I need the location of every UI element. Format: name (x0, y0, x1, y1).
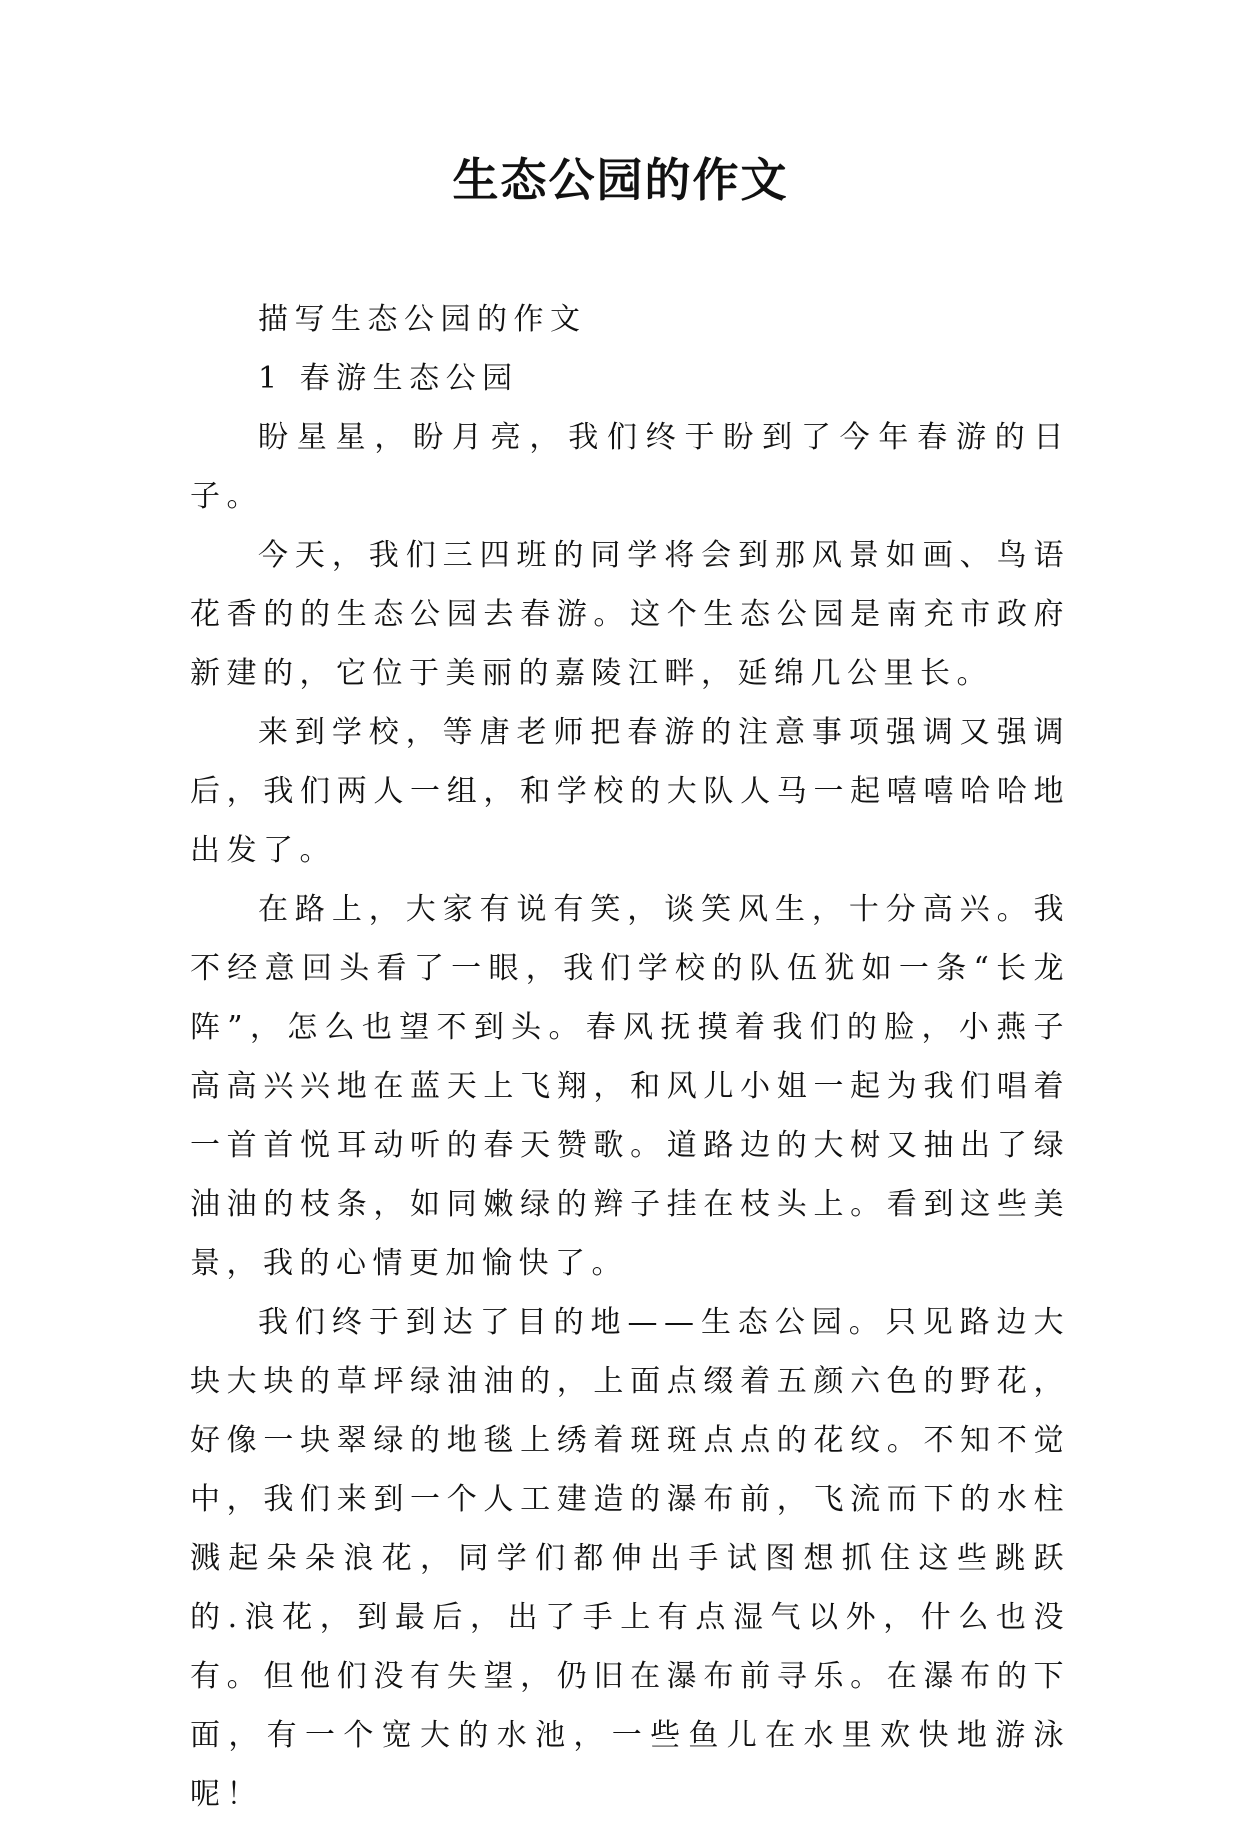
document-body (190, 290, 1070, 1824)
body-paragraph: 盼星星，盼月亮，我们终于盼到了今年春游的日子。 (190, 420, 1070, 514)
section-heading: 1 春游生态公园 (258, 361, 519, 396)
document-title: 生态公园的作文 (452, 153, 789, 207)
subtitle-paragraph: 描写生态公园的作文 (258, 302, 587, 337)
body-paragraph: 我们终于到达了目的地——生态公园。只见路边大块大块的草坪绿油油的，上面点缀着五颜六色的野花，好像一块翠绿的地毯上绣着斑斑点点的花纹。不知不觉中，我们来到一个人工建造的瀑布前，飞流而下的水柱溅起朵朵浪花，同学们都伸出手试图想抓住这些跳跃的.浪花，到最后，出了手上有点湿气以外，什么也没有。但他们没有失望，仍旧在瀑布前寻乐。在瀑布的下面，有一个宽大的水池，一些鱼儿在水里欢快地游泳呢！ (190, 1305, 1070, 1812)
body-paragraph: 来到学校，等唐老师把春游的注意事项强调又强调后，我们两人一组，和学校的大队人马一起嘻嘻哈哈地出发了。 (190, 715, 1070, 868)
body-paragraph: 在路上，大家有说有笑，谈笑风生，十分高兴。我不经意回头看了一眼，我们学校的队伍犹如一条“长龙阵”，怎么也望不到头。春风抚摸着我们的脸，小燕子高高兴兴地在蓝天上飞翔，和风儿小姐一起为我们唱着一首首悦耳动听的春天赞歌。道路边的大树又抽出了绿油油的枝条，如同嫩绿的辫子挂在枝头上。看到这些美景，我的心情更加愉快了。 (190, 892, 1070, 1281)
body-paragraph: 今天，我们三四班的同学将会到那风景如画、鸟语花香的的生态公园去春游。这个生态公园是南充市政府新建的，它位于美丽的嘉陵江畔，延绵几公里长。 (190, 538, 1070, 691)
